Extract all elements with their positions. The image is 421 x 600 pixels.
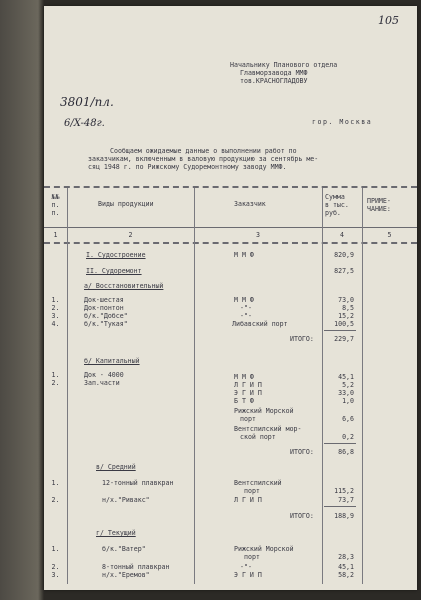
row-product: Док-шестая: [84, 296, 124, 304]
row-customer: Л Г И П: [234, 496, 262, 504]
subtotal-sum: 188,9: [334, 512, 354, 520]
subtotal-label: ИТОГО:: [290, 512, 314, 520]
subtotal-rule: [324, 330, 356, 331]
row-num: 1.: [51, 296, 60, 304]
column-number: 1: [53, 231, 58, 239]
row-product: Зап.части: [84, 379, 120, 387]
row-num: 2.: [51, 379, 60, 387]
row-product: н/х."Ривакс": [102, 496, 150, 504]
row-sum: 1,0: [342, 397, 354, 405]
row-product: 12-тонный плавкран: [102, 479, 174, 487]
subtotal-sum: 86,8: [338, 448, 354, 456]
row-customer: Рижский Морской: [234, 407, 294, 415]
row-sum: 45,1: [338, 563, 354, 571]
header-num: №№ п. п.: [51, 193, 60, 217]
row-customer: Либавский порт: [232, 320, 288, 328]
row-product: Док - 4000: [84, 371, 124, 379]
addressee-line-3: тов.КРАСНОГЛАДОВУ: [240, 77, 308, 85]
column-divider: [362, 188, 363, 584]
row-num: 1.: [51, 479, 60, 487]
section-heading: а/ Восстановительный: [84, 282, 164, 290]
row-sum: 0,2: [342, 433, 354, 441]
row-product: II. Судоремонт: [86, 267, 142, 275]
intro-line-2: заказчикам, включенным в валовую продукцию за сентябрь ме-: [88, 155, 319, 163]
row-sum: 58,2: [338, 571, 354, 579]
row-product: 8-тонный плавкран: [102, 563, 170, 571]
city: гор. Москва: [312, 118, 373, 126]
registration-date: 6/X-48г.: [64, 118, 105, 129]
addressee-line-2: Главморзавода ММФ: [240, 69, 308, 77]
row-sum: 45,1: [338, 373, 354, 381]
row-sum: 28,3: [338, 553, 354, 561]
row-customer: порт: [244, 487, 260, 495]
header-sum: Сумма в тыс. руб.: [325, 193, 349, 217]
row-num: 2.: [51, 496, 60, 504]
subtotal-rule: [324, 506, 356, 507]
row-customer: порт: [244, 553, 260, 561]
row-product: Док-понтон: [84, 304, 124, 312]
column-divider: [194, 188, 195, 584]
row-sum: 115,2: [334, 487, 354, 495]
row-customer: Рижский Морской: [234, 545, 294, 553]
row-sum: 15,2: [338, 312, 354, 320]
section-heading: г/ Текущий: [96, 529, 136, 537]
row-customer: -"-: [240, 312, 252, 320]
document-page: [44, 6, 417, 590]
column-number: 2: [128, 231, 133, 239]
row-product: I. Судостроение: [86, 251, 146, 259]
row-customer: М М Ф: [234, 373, 254, 381]
row-customer: -"-: [240, 304, 252, 312]
row-customer: Э Г И П: [234, 571, 262, 579]
row-customer: М М Ф: [234, 251, 254, 259]
row-sum: 73,7: [338, 496, 354, 504]
header-note: ПРИМЕ- ЧАНИЕ:: [367, 197, 391, 213]
row-product: б/к."Добсе": [84, 312, 128, 320]
row-product: н/х."Еремов": [102, 571, 150, 579]
row-sum: 820,9: [334, 251, 354, 259]
row-customer: М М Ф: [234, 296, 254, 304]
row-customer: Вентспилский: [234, 479, 282, 487]
subtotal-label: ИТОГО:: [290, 448, 314, 456]
section-heading: б/ Капитальный: [84, 357, 140, 365]
header-customer: Заказчик: [234, 200, 266, 208]
page-number: 105: [378, 14, 399, 27]
row-num: 1.: [51, 545, 60, 553]
row-customer: Л Г И П: [234, 381, 262, 389]
column-number: 5: [387, 231, 392, 239]
row-product: б/к."Тукая": [84, 320, 128, 328]
row-num: 2.: [51, 304, 60, 312]
subtotal-sum: 229,7: [334, 335, 354, 343]
row-sum: 6,6: [342, 415, 354, 423]
row-customer: Вентспилский мор-: [234, 425, 302, 433]
row-customer: ской порт: [240, 433, 276, 441]
intro-line-1: Сообщаем ожидаемые данные о выполнении работ по: [110, 147, 297, 155]
registration-number: 3801/пл.: [60, 95, 114, 109]
row-sum: 827,5: [334, 267, 354, 275]
row-sum: 73,0: [338, 296, 354, 304]
header-product: Виды продукции: [98, 200, 154, 208]
subtotal-rule: [324, 443, 356, 444]
row-num: 3.: [51, 571, 60, 579]
row-num: 4.: [51, 320, 60, 328]
column-number: 3: [256, 231, 260, 239]
row-sum: 8,5: [342, 304, 354, 312]
subtotal-label: ИТОГО:: [290, 335, 314, 343]
column-number: 4: [340, 231, 344, 239]
row-num: 3.: [51, 312, 60, 320]
row-customer: Э Г И П: [234, 389, 262, 397]
row-sum: 5,2: [342, 381, 354, 389]
addressee-line-1: Начальнику Планового отдела: [230, 61, 338, 69]
column-divider: [67, 188, 68, 584]
row-num: 2.: [51, 563, 60, 571]
row-num: 1.: [51, 371, 60, 379]
intro-line-3: сяц 1948 г. по Рижскому Судоремонтному заводу ММФ.: [88, 163, 287, 171]
row-sum: 33,0: [338, 389, 354, 397]
row-customer: Б Т Ф: [234, 397, 254, 405]
row-product: б/к."Ватер": [102, 545, 146, 553]
row-customer: порт: [240, 415, 256, 423]
section-heading: в/ Средний: [96, 463, 136, 471]
row-customer: -"-: [240, 563, 252, 571]
row-sum: 100,5: [334, 320, 354, 328]
